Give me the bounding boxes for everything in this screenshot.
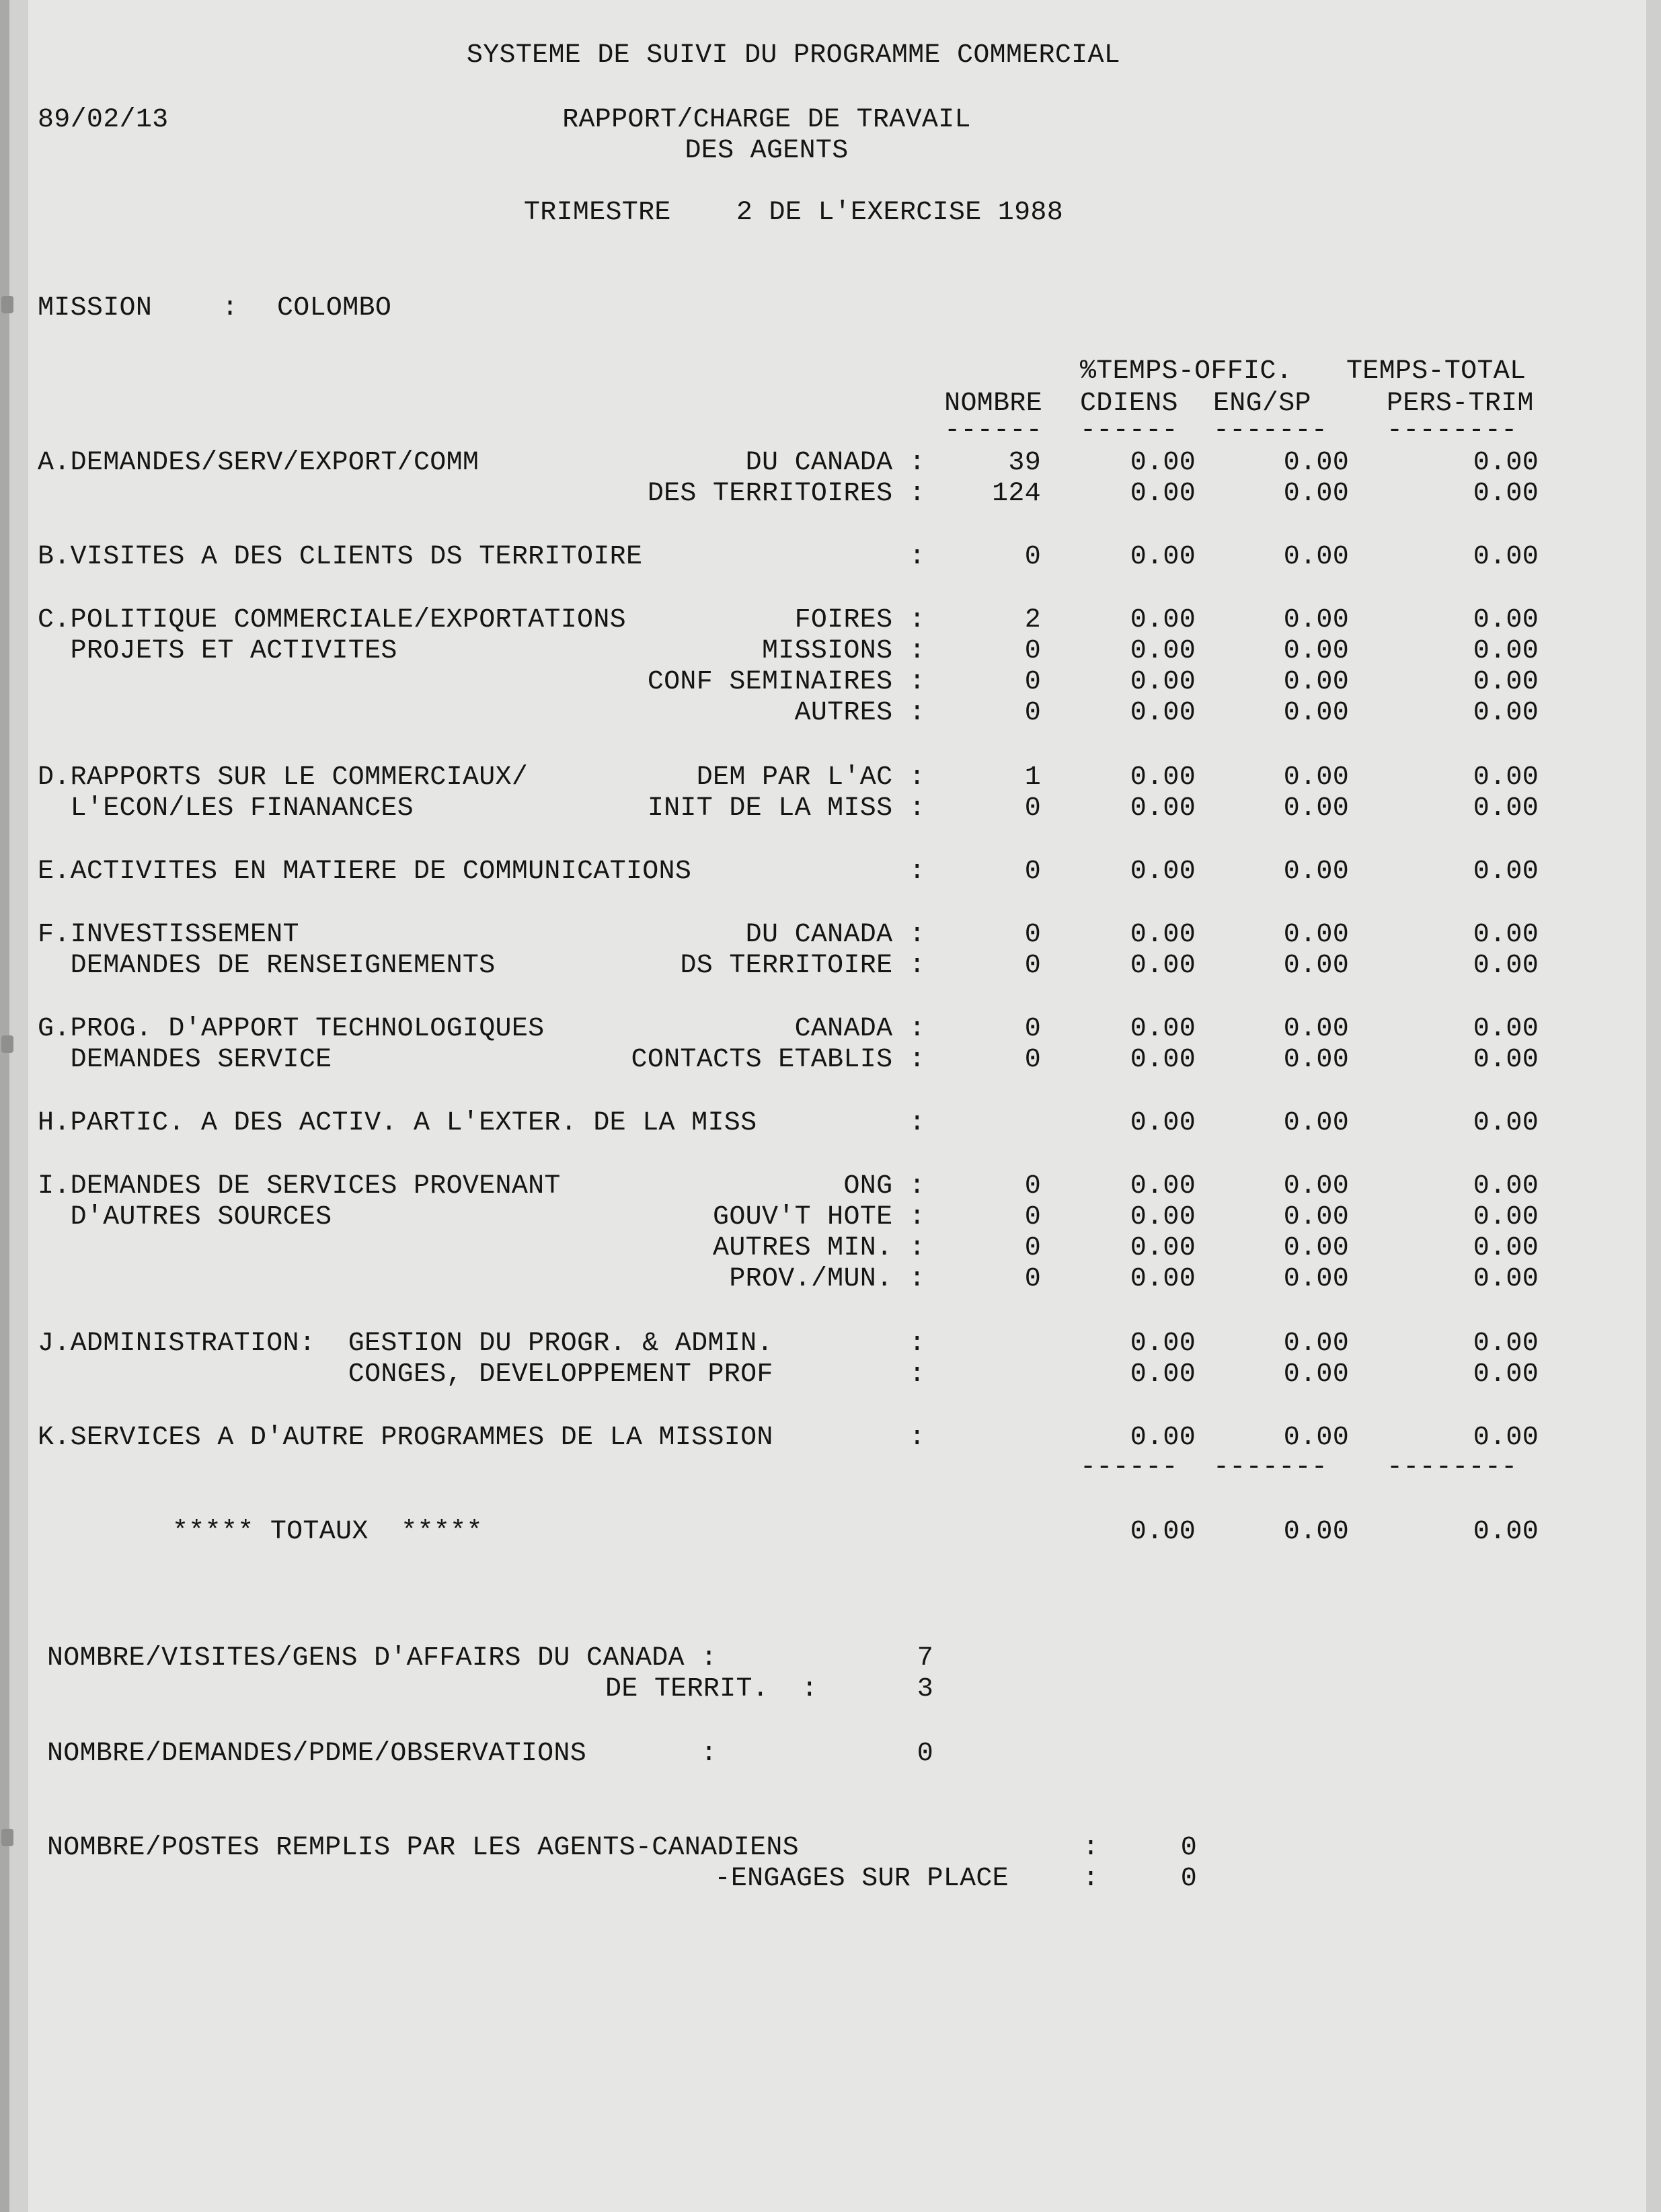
row-nombre: 1 bbox=[1024, 762, 1041, 793]
row-label: L'ECON/LES FINANANCES bbox=[38, 793, 414, 824]
demandes-value: 0 bbox=[917, 1739, 933, 1769]
total-pers: 0.00 bbox=[1473, 1517, 1539, 1547]
row-sublabel: AUTRES : bbox=[794, 698, 925, 728]
row-sublabel: MISSIONS : bbox=[761, 636, 925, 666]
report-date: 89/02/13 bbox=[38, 105, 169, 135]
right-margin-strip bbox=[1646, 0, 1661, 2212]
row-cdiens: 0.00 bbox=[1130, 542, 1196, 572]
row-cdiens: 0.00 bbox=[1130, 1359, 1196, 1390]
report-title-line1: RAPPORT/CHARGE DE TRAVAIL bbox=[562, 105, 971, 135]
row-cdiens: 0.00 bbox=[1130, 636, 1196, 666]
row-cdiens: 0.00 bbox=[1130, 605, 1196, 635]
total-rule-engsp: ------- bbox=[1213, 1452, 1328, 1483]
row-nombre: 2 bbox=[1024, 605, 1041, 635]
row-pers: 0.00 bbox=[1473, 1014, 1539, 1044]
row-sublabel: CANADA : bbox=[794, 1014, 925, 1044]
postes-canadiens-sep: : bbox=[1083, 1833, 1099, 1863]
row-pers: 0.00 bbox=[1473, 667, 1539, 697]
mission-value: COLOMBO bbox=[277, 293, 392, 323]
row-engsp: 0.00 bbox=[1283, 951, 1349, 981]
row-engsp: 0.00 bbox=[1283, 762, 1349, 793]
col-pers-rule: -------- bbox=[1387, 416, 1518, 446]
row-pers: 0.00 bbox=[1473, 1045, 1539, 1075]
row-label: DEMANDES DE RENSEIGNEMENTS bbox=[38, 951, 496, 981]
row-engsp: 0.00 bbox=[1283, 542, 1349, 572]
col-engsp-header: ENG/SP bbox=[1213, 389, 1311, 419]
row-engsp: 0.00 bbox=[1283, 1264, 1349, 1294]
row-pers: 0.00 bbox=[1473, 857, 1539, 887]
row-sublabel: CONTACTS ETABLIS : bbox=[631, 1045, 925, 1075]
quarter-line: TRIMESTRE 2 DE L'EXERCISE 1988 bbox=[523, 198, 1064, 228]
col-nombre-rule: ------ bbox=[944, 416, 1042, 446]
row-cdiens: 0.00 bbox=[1130, 448, 1196, 478]
row-label: G.PROG. D'APPORT TECHNOLOGIQUES bbox=[38, 1014, 545, 1044]
row-pers: 0.00 bbox=[1473, 951, 1539, 981]
row-sublabel: PROV./MUN. : bbox=[729, 1264, 925, 1294]
row-nombre: 0 bbox=[1024, 1264, 1041, 1294]
left-margin-strip bbox=[0, 0, 9, 2212]
row-cdiens: 0.00 bbox=[1130, 1045, 1196, 1075]
row-engsp: 0.00 bbox=[1283, 636, 1349, 666]
row-pers: 0.00 bbox=[1473, 1108, 1539, 1138]
row-engsp: 0.00 bbox=[1283, 1014, 1349, 1044]
row-label: D'AUTRES SOURCES bbox=[38, 1202, 332, 1232]
row-engsp: 0.00 bbox=[1283, 1329, 1349, 1359]
row-label: H.PARTIC. A DES ACTIV. A L'EXTER. DE LA MISS bbox=[38, 1108, 757, 1138]
row-engsp: 0.00 bbox=[1283, 1359, 1349, 1390]
row-cdiens: 0.00 bbox=[1130, 951, 1196, 981]
row-cdiens: 0.00 bbox=[1130, 1171, 1196, 1201]
row-pers: 0.00 bbox=[1473, 542, 1539, 572]
row-nombre: 0 bbox=[1024, 1171, 1041, 1201]
row-pers: 0.00 bbox=[1473, 698, 1539, 728]
row-sublabel: ONG : bbox=[843, 1171, 925, 1201]
row-pers: 0.00 bbox=[1473, 448, 1539, 478]
row-sublabel: CONF SEMINAIRES : bbox=[647, 667, 925, 697]
row-cdiens: 0.00 bbox=[1130, 920, 1196, 950]
postes-engages-value: 0 bbox=[1180, 1864, 1197, 1894]
row-sublabel: : bbox=[909, 1108, 925, 1138]
row-label: J.ADMINISTRATION: GESTION DU PROGR. & ADMIN. bbox=[38, 1329, 773, 1359]
row-sublabel: : bbox=[909, 1359, 925, 1390]
row-pers: 0.00 bbox=[1473, 636, 1539, 666]
row-nombre: 0 bbox=[1024, 1202, 1041, 1232]
report-title-line2: DES AGENTS bbox=[685, 136, 849, 166]
row-cdiens: 0.00 bbox=[1130, 762, 1196, 793]
row-engsp: 0.00 bbox=[1283, 698, 1349, 728]
row-cdiens: 0.00 bbox=[1130, 698, 1196, 728]
row-nombre: 0 bbox=[1024, 1233, 1041, 1263]
row-label: A.DEMANDES/SERV/EXPORT/COMM bbox=[38, 448, 479, 478]
system-title: SYSTEME DE SUIVI DU PROGRAMME COMMERCIAL bbox=[466, 40, 1121, 71]
row-engsp: 0.00 bbox=[1283, 1108, 1349, 1138]
row-cdiens: 0.00 bbox=[1130, 1423, 1196, 1453]
row-pers: 0.00 bbox=[1473, 605, 1539, 635]
row-pers: 0.00 bbox=[1473, 479, 1539, 509]
row-cdiens: 0.00 bbox=[1130, 1108, 1196, 1138]
col-nombre-header: NOMBRE bbox=[944, 389, 1042, 419]
row-cdiens: 0.00 bbox=[1130, 1014, 1196, 1044]
col-pers-header: PERS-TRIM bbox=[1387, 389, 1534, 419]
row-label: K.SERVICES A D'AUTRE PROGRAMMES DE LA MISSION bbox=[38, 1423, 773, 1453]
row-sublabel: : bbox=[909, 1423, 925, 1453]
row-pers: 0.00 bbox=[1473, 1359, 1539, 1390]
row-sublabel: : bbox=[909, 857, 925, 887]
row-nombre: 0 bbox=[1024, 667, 1041, 697]
row-nombre: 124 bbox=[992, 479, 1041, 509]
demandes-label: NOMBRE/DEMANDES/PDME/OBSERVATIONS : bbox=[47, 1739, 718, 1769]
col-total-header: TEMPS-TOTAL bbox=[1346, 356, 1527, 387]
row-engsp: 0.00 bbox=[1283, 1202, 1349, 1232]
row-nombre: 0 bbox=[1024, 793, 1041, 824]
row-pers: 0.00 bbox=[1473, 1202, 1539, 1232]
row-label: CONGES, DEVELOPPEMENT PROF bbox=[38, 1359, 773, 1390]
row-sublabel: : bbox=[909, 1329, 925, 1359]
postes-label: NOMBRE/POSTES REMPLIS PAR LES AGENTS-CANADIENS bbox=[47, 1833, 799, 1863]
row-nombre: 0 bbox=[1024, 698, 1041, 728]
row-engsp: 0.00 bbox=[1283, 448, 1349, 478]
punch-hole bbox=[1, 1035, 13, 1053]
row-cdiens: 0.00 bbox=[1130, 479, 1196, 509]
row-pers: 0.00 bbox=[1473, 1233, 1539, 1263]
row-sublabel: DS TERRITOIRE : bbox=[680, 951, 925, 981]
row-sublabel: DES TERRITOIRES : bbox=[647, 479, 925, 509]
total-rule-cdiens: ------ bbox=[1080, 1452, 1178, 1483]
row-engsp: 0.00 bbox=[1283, 667, 1349, 697]
visites-canada-value: 7 bbox=[917, 1643, 933, 1673]
row-pers: 0.00 bbox=[1473, 1264, 1539, 1294]
mission-label: MISSION bbox=[38, 293, 153, 323]
postes-engages-sep: : bbox=[1083, 1864, 1099, 1894]
row-engsp: 0.00 bbox=[1283, 920, 1349, 950]
visites-territ-value: 3 bbox=[917, 1674, 933, 1704]
row-engsp: 0.00 bbox=[1283, 793, 1349, 824]
row-cdiens: 0.00 bbox=[1130, 1233, 1196, 1263]
row-engsp: 0.00 bbox=[1283, 857, 1349, 887]
row-label: D.RAPPORTS SUR LE COMMERCIAUX/ bbox=[38, 762, 529, 793]
row-nombre: 39 bbox=[1008, 448, 1041, 478]
row-engsp: 0.00 bbox=[1283, 605, 1349, 635]
col-engsp-rule: ------- bbox=[1213, 416, 1328, 446]
row-pers: 0.00 bbox=[1473, 1423, 1539, 1453]
row-engsp: 0.00 bbox=[1283, 1423, 1349, 1453]
row-label: F.INVESTISSEMENT bbox=[38, 920, 299, 950]
left-margin-shadow bbox=[9, 0, 28, 2212]
engages-label: -ENGAGES SUR PLACE bbox=[714, 1864, 1009, 1894]
punch-hole bbox=[1, 296, 13, 313]
punch-hole bbox=[1, 1829, 13, 1846]
row-cdiens: 0.00 bbox=[1130, 1202, 1196, 1232]
row-nombre: 0 bbox=[1024, 1045, 1041, 1075]
row-sublabel: DEM PAR L'AC : bbox=[696, 762, 925, 793]
row-engsp: 0.00 bbox=[1283, 1233, 1349, 1263]
postes-canadiens-value: 0 bbox=[1180, 1833, 1197, 1863]
row-pers: 0.00 bbox=[1473, 920, 1539, 950]
col-cdiens-header: CDIENS bbox=[1080, 389, 1178, 419]
row-sublabel: DU CANADA : bbox=[745, 920, 925, 950]
row-cdiens: 0.00 bbox=[1130, 857, 1196, 887]
total-engsp: 0.00 bbox=[1283, 1517, 1349, 1547]
col-cdiens-rule: ------ bbox=[1080, 416, 1178, 446]
row-nombre: 0 bbox=[1024, 1014, 1041, 1044]
total-cdiens: 0.00 bbox=[1130, 1517, 1196, 1547]
row-cdiens: 0.00 bbox=[1130, 1264, 1196, 1294]
row-cdiens: 0.00 bbox=[1130, 793, 1196, 824]
row-pers: 0.00 bbox=[1473, 1171, 1539, 1201]
row-label: C.POLITIQUE COMMERCIALE/EXPORTATIONS bbox=[38, 605, 626, 635]
col-group-header: %TEMPS-OFFIC. bbox=[1080, 356, 1292, 387]
row-label: B.VISITES A DES CLIENTS DS TERRITOIRE bbox=[38, 542, 643, 572]
row-engsp: 0.00 bbox=[1283, 479, 1349, 509]
row-label: PROJETS ET ACTIVITES bbox=[38, 636, 397, 666]
row-label: DEMANDES SERVICE bbox=[38, 1045, 332, 1075]
visites-label: NOMBRE/VISITES/GENS D'AFFAIRS DU CANADA : bbox=[47, 1643, 718, 1673]
row-nombre: 0 bbox=[1024, 636, 1041, 666]
row-sublabel: FOIRES : bbox=[794, 605, 925, 635]
row-sublabel: : bbox=[909, 542, 925, 572]
row-pers: 0.00 bbox=[1473, 793, 1539, 824]
row-cdiens: 0.00 bbox=[1130, 1329, 1196, 1359]
row-sublabel: INIT DE LA MISS : bbox=[647, 793, 925, 824]
total-rule-pers: -------- bbox=[1387, 1452, 1518, 1483]
visites-territ-label: DE TERRIT. : bbox=[605, 1674, 818, 1704]
mission-sep: : bbox=[222, 293, 239, 323]
row-nombre: 0 bbox=[1024, 920, 1041, 950]
row-engsp: 0.00 bbox=[1283, 1171, 1349, 1201]
row-sublabel: GOUV'T HOTE : bbox=[713, 1202, 925, 1232]
row-sublabel: DU CANADA : bbox=[745, 448, 925, 478]
row-pers: 0.00 bbox=[1473, 762, 1539, 793]
row-engsp: 0.00 bbox=[1283, 1045, 1349, 1075]
totals-label: ***** TOTAUX ***** bbox=[172, 1517, 483, 1547]
row-cdiens: 0.00 bbox=[1130, 667, 1196, 697]
row-pers: 0.00 bbox=[1473, 1329, 1539, 1359]
row-sublabel: AUTRES MIN. : bbox=[713, 1233, 925, 1263]
row-label: E.ACTIVITES EN MATIERE DE COMMUNICATIONS bbox=[38, 857, 692, 887]
row-nombre: 0 bbox=[1024, 542, 1041, 572]
row-nombre: 0 bbox=[1024, 951, 1041, 981]
row-label: I.DEMANDES DE SERVICES PROVENANT bbox=[38, 1171, 561, 1201]
row-nombre: 0 bbox=[1024, 857, 1041, 887]
